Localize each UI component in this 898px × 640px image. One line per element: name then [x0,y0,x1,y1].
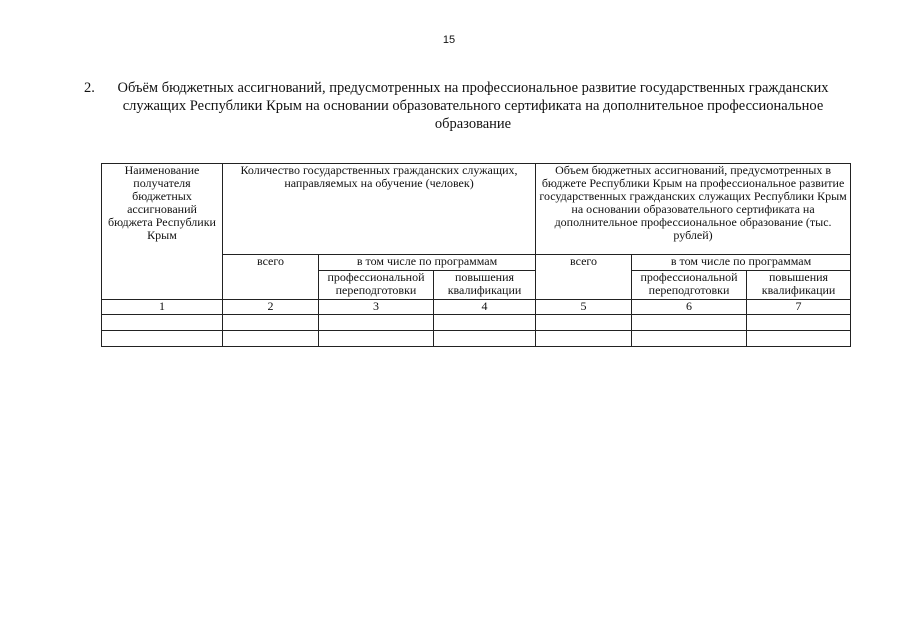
column-number: 3 [319,300,434,315]
column-number: 2 [223,300,319,315]
table-cell [319,315,434,331]
header-qualification-count: повышения квалификации [434,271,536,300]
table-cell [319,331,434,347]
header-programs-volume: в том числе по программам [632,255,851,271]
header-programs-count: в том числе по программам [319,255,536,271]
header-retraining-count: профессиональной переподготовки [319,271,434,300]
table-cell [747,331,851,347]
column-number-row [102,300,851,315]
table-row [102,331,851,347]
header-retraining-volume: профессиональной переподготовки [632,271,747,300]
table-cell [102,315,223,331]
column-number: 7 [747,300,851,315]
column-number: 5 [536,300,632,315]
budget-allocations-table [101,163,851,347]
table-cell [632,331,747,347]
table-cell [536,331,632,347]
table-cell [434,315,536,331]
section-title: Объём бюджетных ассигнований, предусмотренных на профессиональное развитие государственных гражданских служащих Республики Крым на основании образовательного сертификата на дополнительное профессиональное образование [117,80,829,132]
header-budget-volume: Объем бюджетных ассигнований, предусмотренных в бюджете Республики Крым на профессиональное развитие государственных гражданских служащих Республики Крым на основании образовательного сертификата на дополнительное профессиональное образование (тыс. рублей) [536,164,851,255]
table-cell [747,315,851,331]
header-total-count: всего [223,255,319,300]
column-number: 6 [632,300,747,315]
table-cell [536,315,632,331]
table-cell [102,331,223,347]
table-cell [223,331,319,347]
page-number: 15 [442,34,456,46]
header-qualification-volume: повышения квалификации [747,271,851,300]
table-cell [632,315,747,331]
section-number: 2. [84,80,95,96]
table-row [102,315,851,331]
header-recipient: Наименование получателя бюджетных ассигнований бюджета Республики Крым [102,164,223,300]
header-total-volume: всего [536,255,632,300]
header-row-1 [102,164,851,255]
table-cell [223,315,319,331]
column-number: 4 [434,300,536,315]
section-heading [84,79,844,133]
table-cell [434,331,536,347]
column-number: 1 [102,300,223,315]
header-employee-count: Количество государственных гражданских служащих, направляемых на обучение (человек) [223,164,536,255]
